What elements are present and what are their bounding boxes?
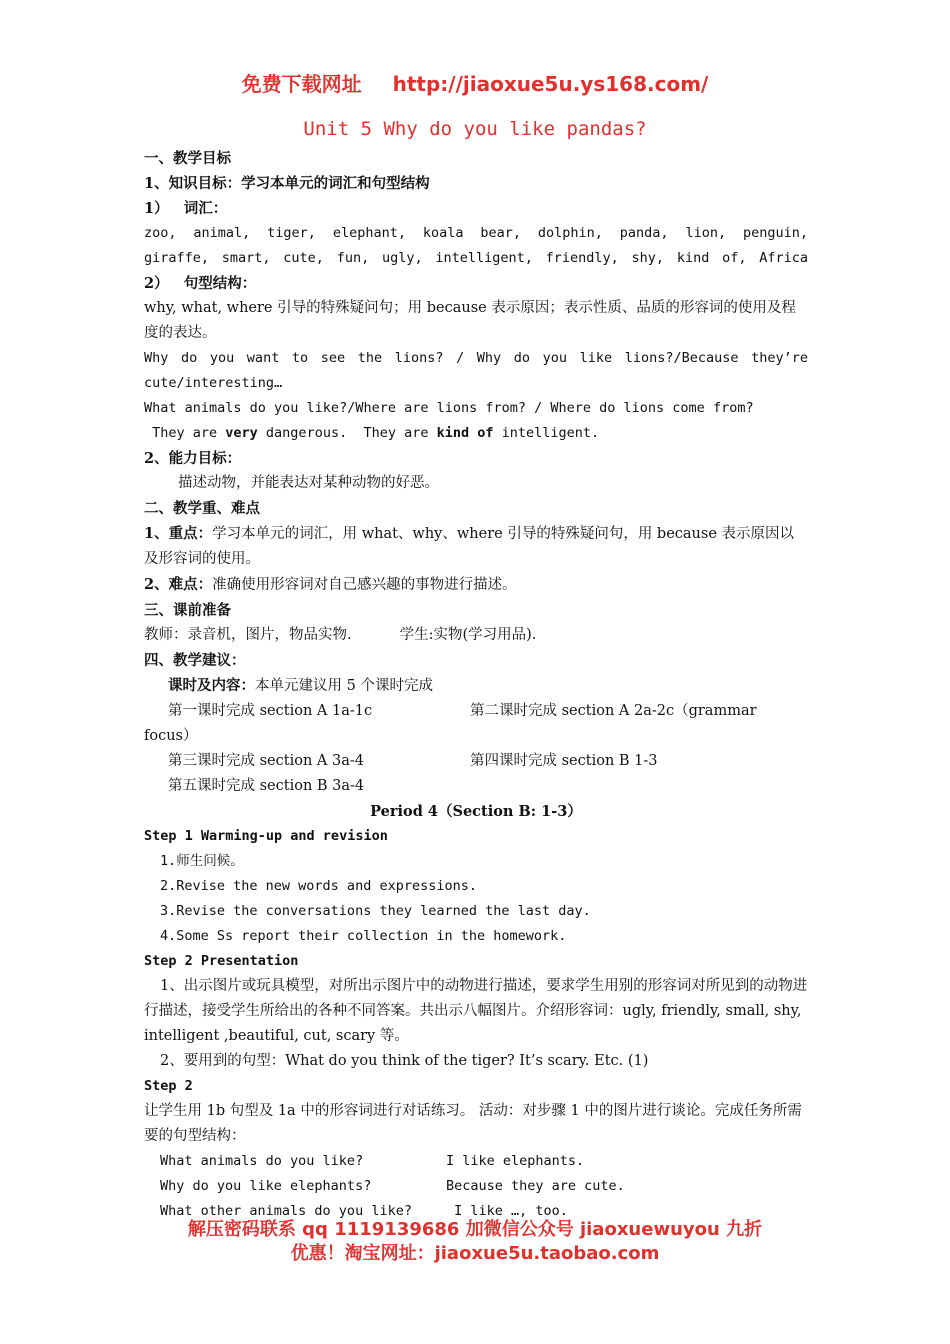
section-heading: 一、教学目标 — [144, 150, 231, 167]
step-paragraph: 1、出示图片或玩具模型，对所出示图片中的动物进行描述，要求学生用别的形容词对所见到的动物进行描述，接受学生所给出的各种不同答案。共出示八幅图片。介绍形容词：ugly, friendly, small, shy, intelligent ,beautiful, cut, scary 等。 — [144, 978, 808, 1044]
period-item: 第三课时完成 section A 3a-4 — [168, 753, 364, 769]
struct-label: 2） 句型结构： — [144, 275, 257, 292]
lesson-plan — [144, 673, 808, 699]
period-item: focus） — [144, 728, 198, 744]
promo-label: 免费下载网址 — [241, 72, 362, 96]
student-prep: 学生:实物(学习用品). — [399, 627, 537, 643]
footer-promo-line: 解压密码联系 qq 1119139686 加微信公众号 jiaoxuewuyou 九折 — [187, 1219, 763, 1240]
lesson-row — [144, 699, 808, 724]
ex-emphasis: kind of — [436, 425, 494, 441]
vocab-line: giraffe, smart, cute, fun, ugly, intelligent, friendly, shy, kind of, Africa — [144, 250, 808, 266]
dialog-row — [144, 1149, 808, 1174]
period-item: 第四课时完成 section B 1-3 — [470, 753, 658, 769]
difficult-point — [144, 572, 808, 598]
key-text: 学习本单元的词汇，用 what、why、where 引导的特殊疑问句，用 because 表示原因以及形容词的使用。 — [144, 526, 795, 567]
dialog-question: What other animals do you like? — [160, 1203, 412, 1219]
section-heading: 三、课前准备 — [144, 602, 231, 619]
struct-text: why, what, where 引导的特殊疑问句；用 because 表示原因；表示性质、品质的形容词的使用及程度的表达。 — [144, 300, 796, 341]
section-heading: 四、教学建议： — [144, 652, 246, 669]
dialog-answer: Because they are cute. — [446, 1178, 625, 1194]
ex-text: intelligent. — [493, 425, 600, 441]
diff-text: 准确使用形容词对自己感兴趣的事物进行描述。 — [212, 577, 517, 593]
promo-url-link[interactable]: http://jiaoxue5u.ys168.com/ — [392, 72, 709, 96]
dialog-row — [144, 1174, 808, 1199]
key-point — [144, 521, 808, 572]
example-sentence: Why do you want to see the lions? / Why do you like lions?/Because they’re — [144, 350, 808, 366]
dialog-answer: I like elephants. — [446, 1153, 585, 1169]
ex-text: They are — [144, 425, 226, 441]
ability-text: 描述动物，并能表达对某种动物的好恶。 — [178, 475, 439, 491]
diff-label: 2、难点： — [144, 576, 213, 593]
ability-heading: 2、能力目标： — [144, 450, 242, 467]
lesson-row — [144, 749, 808, 774]
list-item: 4.Some Ss report their collection in the homework. — [160, 928, 567, 944]
dialog-answer: I like …, too. — [446, 1203, 568, 1219]
vocab-line: zoo, animal, tiger, elephant, koala bear, dolphin, panda, lion, penguin, — [144, 225, 808, 241]
ex-emphasis: very — [225, 425, 258, 441]
ex-text: dangerous. They are — [257, 425, 437, 441]
prep-line — [144, 623, 808, 648]
header-promo — [0, 68, 950, 97]
step-paragraph: 2、要用到的句型：What do you think of the tiger? It’s scary. Etc. (1) — [160, 1053, 649, 1069]
document-body — [144, 146, 808, 1224]
key-label: 1、重点： — [144, 525, 213, 542]
step-heading: Step 2 — [144, 1078, 193, 1094]
list-item: 2.Revise the new words and expressions. — [160, 878, 477, 894]
dialog-question: Why do you like elephants? — [160, 1178, 372, 1194]
vocab-label: 1） 词汇： — [144, 200, 228, 217]
knowledge-heading: 1、知识目标：学习本单元的词汇和句型结构 — [144, 175, 430, 192]
section-heading: 二、教学重、难点 — [144, 500, 260, 517]
period-title: Period 4（Section B: 1-3） — [370, 803, 582, 820]
teacher-prep: 教师：录音机，图片，物品实物. — [144, 627, 352, 643]
period-item: 第五课时完成 section B 3a-4 — [168, 778, 365, 794]
step-heading: Step 2 Presentation — [144, 953, 299, 969]
example-sentence: What animals do you like?/Where are lions from? / Where do lions come from? — [144, 400, 754, 416]
footer-promo-line: 优惠！淘宝网址：jiaoxue5u.taobao.com — [290, 1243, 660, 1264]
example-sentence — [144, 421, 808, 446]
period-item: 第二课时完成 section A 2a-2c（grammar — [470, 703, 757, 719]
lesson-text: 本单元建议用 5 个课时完成 — [255, 678, 433, 694]
document-title: Unit 5 Why do you like pandas? — [303, 118, 647, 140]
list-item: 3.Revise the conversations they learned the last day. — [160, 903, 591, 919]
list-item: 1.师生问候。 — [160, 853, 244, 869]
example-sentence: cute/interesting… — [144, 375, 283, 391]
dialog-question: What animals do you like? — [160, 1153, 364, 1169]
period-item: 第一课时完成 section A 1a-1c — [168, 703, 373, 719]
step-heading: Step 1 Warming-up and revision — [144, 828, 388, 844]
step-paragraph: 让学生用 1b 句型及 1a 中的形容词进行对话练习。 活动：对步骤 1 中的图片进行谈论。完成任务所需要的句型结构： — [144, 1103, 802, 1144]
lesson-label: 课时及内容： — [168, 677, 255, 694]
